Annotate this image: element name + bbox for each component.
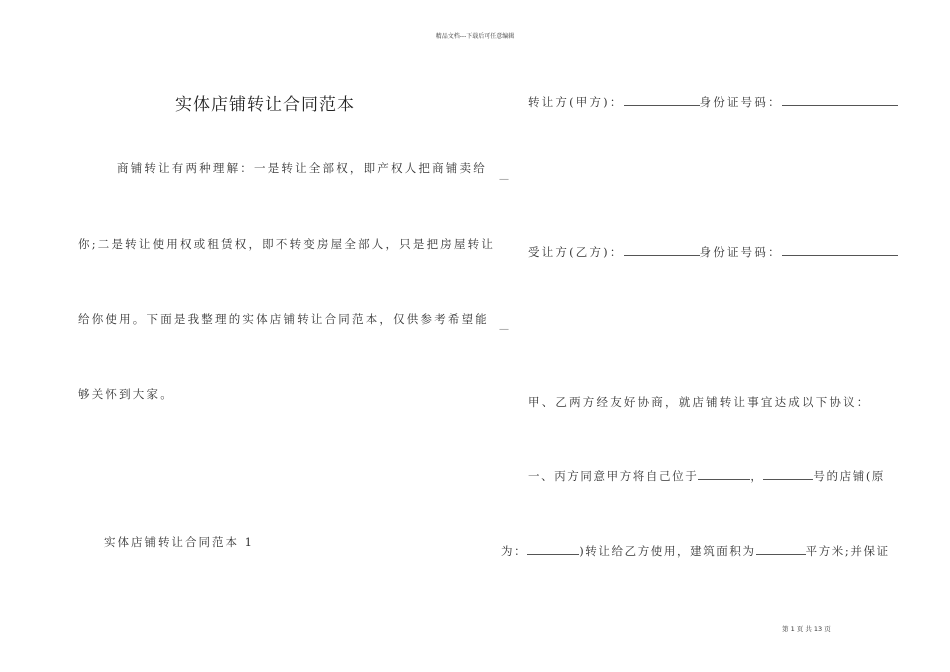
section-title: 实体店铺转让合同范本 1 <box>104 535 254 549</box>
transferee-label: 受让方(乙方)： <box>528 245 624 259</box>
transferee-line <box>528 244 898 260</box>
location-blank <box>698 469 750 480</box>
clause-1-comma: ， <box>750 469 764 483</box>
document-title: 实体店铺转让合同范本 <box>175 95 355 115</box>
transferee-name-blank <box>624 245 700 256</box>
clause-1-shop: 号的店铺(原 <box>813 469 886 483</box>
intro-line-1: 商铺转让有两种理解：一是转让全部权，即产权人把商铺卖给 <box>117 161 487 175</box>
clause-1-line <box>528 468 885 484</box>
clause-1-continued <box>501 543 890 559</box>
transferee-id-label: 身份证号码： <box>699 245 782 259</box>
transferor-label: 转让方(甲方)： <box>528 95 624 109</box>
intro-line-4: 够关怀到大家。 <box>78 387 174 401</box>
transferor-line <box>528 94 898 110</box>
original-use-blank <box>527 544 579 555</box>
clause-1-text: 一、丙方同意甲方将自己位于 <box>528 469 699 483</box>
page-number: 第 1 页 共 13 页 <box>782 625 831 633</box>
margin-dash: — <box>499 324 509 335</box>
intro-line-2: 你;二是转让使用权或租赁权，即不转变房屋全部人，只是把房屋转让 <box>78 237 496 251</box>
transferor-id-label: 身份证号码： <box>699 95 782 109</box>
transferee-id-blank <box>782 245 898 256</box>
agreement-line: 甲、乙两方经友好协商，就店铺转让事宜达成以下协议： <box>528 395 871 409</box>
intro-line-3: 给你使用。下面是我整理的实体店铺转让合同范本，仅供参考希望能 <box>78 312 489 326</box>
transferor-id-blank <box>782 95 898 106</box>
clause-1b-label: 为： <box>501 544 528 558</box>
margin-dash: — <box>499 174 509 185</box>
header-note: 精品文档---下载后可任意编辑 <box>435 33 515 40</box>
clause-1b-end: 平方米;并保证 <box>805 544 890 558</box>
area-blank <box>756 544 806 555</box>
transferor-name-blank <box>624 95 700 106</box>
number-blank <box>763 469 813 480</box>
clause-1b-text: )转让给乙方使用，建筑面积为 <box>579 544 756 558</box>
